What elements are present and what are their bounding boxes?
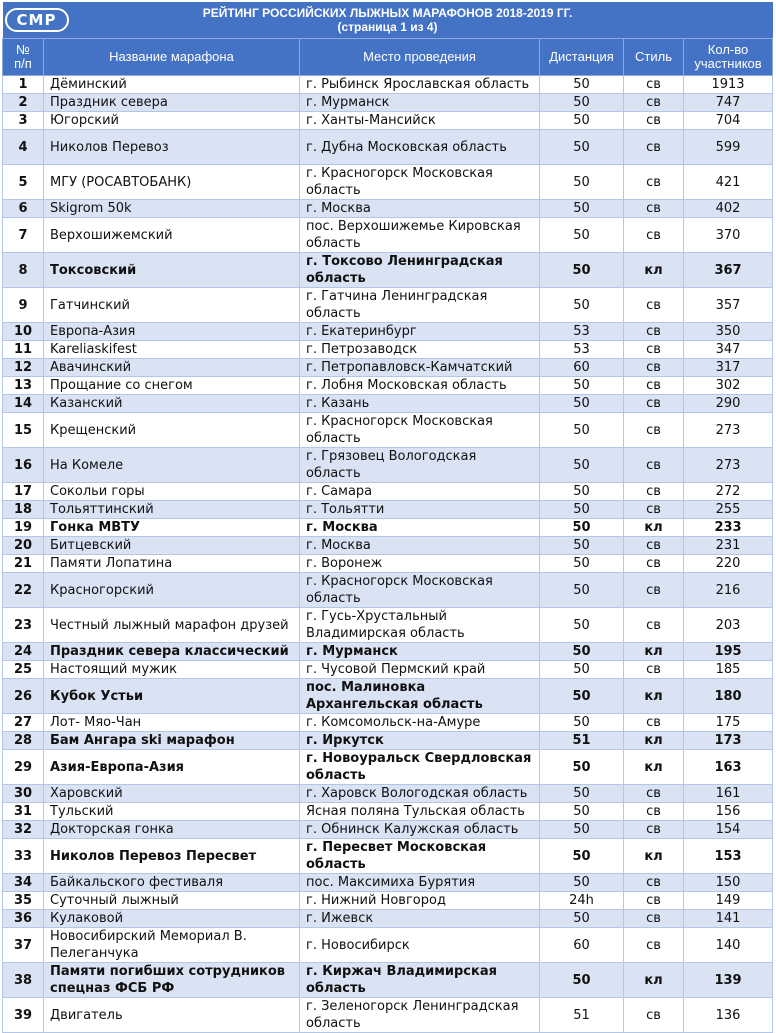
cell-style: св — [624, 341, 684, 359]
cell-distance: 50 — [540, 555, 624, 573]
cell-place: г. Петрозаводск — [300, 341, 540, 359]
cell-num: 7 — [3, 218, 44, 253]
cell-num: 33 — [3, 839, 44, 874]
table-row — [3, 130, 773, 165]
cell-distance: 50 — [540, 910, 624, 928]
cell-participants: 1913 — [684, 76, 773, 94]
table-row — [3, 555, 773, 573]
cell-place: пос. Максимиха Бурятия — [300, 874, 540, 892]
cell-name: Сокольи горы — [44, 483, 300, 501]
cell-num: 2 — [3, 94, 44, 112]
cell-name: Прощание со снегом — [44, 377, 300, 395]
cell-name: Харовский — [44, 785, 300, 803]
cell-style: св — [624, 218, 684, 253]
col-header-num: № п/п — [3, 39, 44, 76]
cell-num: 4 — [3, 130, 44, 165]
cell-participants: 136 — [684, 998, 773, 1033]
cell-name: Югорский — [44, 112, 300, 130]
cell-participants: 302 — [684, 377, 773, 395]
table-row — [3, 359, 773, 377]
cell-name: Памяти Лопатина — [44, 555, 300, 573]
cell-name: Памяти погибших сотрудников спецназ ФСБ РФ — [44, 963, 300, 998]
cell-style: св — [624, 714, 684, 732]
cell-distance: 50 — [540, 661, 624, 679]
cell-place: г. Киржач Владимирская область — [300, 963, 540, 998]
cell-participants: 175 — [684, 714, 773, 732]
cell-name: Гонка МВТУ — [44, 519, 300, 537]
cell-style: св — [624, 448, 684, 483]
cell-style: кл — [624, 253, 684, 288]
cell-distance: 50 — [540, 200, 624, 218]
cell-style: св — [624, 377, 684, 395]
cell-name: Дёминский — [44, 76, 300, 94]
cell-participants: 203 — [684, 608, 773, 643]
cell-name: Skigrom 50k — [44, 200, 300, 218]
cell-participants: 421 — [684, 165, 773, 200]
cell-participants: 747 — [684, 94, 773, 112]
marathon-rating-table — [2, 2, 773, 1033]
column-header-row — [3, 39, 773, 76]
cell-place: г. Тольятти — [300, 501, 540, 519]
cell-distance: 50 — [540, 501, 624, 519]
cell-style: св — [624, 573, 684, 608]
cell-name: Азия-Европа-Азия — [44, 750, 300, 785]
cell-participants: 231 — [684, 537, 773, 555]
cell-style: св — [624, 112, 684, 130]
cell-participants: 357 — [684, 288, 773, 323]
table-row — [3, 892, 773, 910]
cell-participants: 149 — [684, 892, 773, 910]
cell-name: Токсовский — [44, 253, 300, 288]
table-row — [3, 661, 773, 679]
cell-place: г. Казань — [300, 395, 540, 413]
table-row — [3, 165, 773, 200]
cell-num: 38 — [3, 963, 44, 998]
cell-style: св — [624, 200, 684, 218]
cell-distance: 51 — [540, 732, 624, 750]
cell-participants: 195 — [684, 643, 773, 661]
table-row — [3, 253, 773, 288]
cell-name: Николов Перевоз — [44, 130, 300, 165]
cell-distance: 50 — [540, 608, 624, 643]
cell-participants: 141 — [684, 910, 773, 928]
cell-style: св — [624, 130, 684, 165]
smr-logo: СМР — [5, 8, 69, 32]
cell-style: св — [624, 395, 684, 413]
cell-place: г. Иркутск — [300, 732, 540, 750]
cell-num: 16 — [3, 448, 44, 483]
col-header-participants: Кол-во участников — [684, 39, 773, 76]
cell-distance: 50 — [540, 821, 624, 839]
cell-place: г. Дубна Московская область — [300, 130, 540, 165]
cell-participants: 317 — [684, 359, 773, 377]
cell-name: Байкальского фестиваля — [44, 874, 300, 892]
col-header-place: Место проведения — [300, 39, 540, 76]
cell-name: Авачинский — [44, 359, 300, 377]
cell-place: г. Москва — [300, 200, 540, 218]
cell-style: св — [624, 803, 684, 821]
table-row — [3, 501, 773, 519]
cell-distance: 50 — [540, 519, 624, 537]
cell-distance: 50 — [540, 750, 624, 785]
cell-name: Кулаковой — [44, 910, 300, 928]
cell-num: 35 — [3, 892, 44, 910]
cell-distance: 50 — [540, 94, 624, 112]
table-row — [3, 839, 773, 874]
cell-distance: 50 — [540, 413, 624, 448]
table-row — [3, 910, 773, 928]
cell-style: св — [624, 874, 684, 892]
cell-participants: 255 — [684, 501, 773, 519]
cell-place: г. Красногорск Московская область — [300, 413, 540, 448]
cell-place: пос. Малиновка Архангельская область — [300, 679, 540, 714]
cell-num: 1 — [3, 76, 44, 94]
cell-distance: 50 — [540, 76, 624, 94]
table-row — [3, 200, 773, 218]
cell-name: Праздник севера классический — [44, 643, 300, 661]
cell-style: св — [624, 821, 684, 839]
cell-place: г. Токсово Ленинградская область — [300, 253, 540, 288]
cell-num: 3 — [3, 112, 44, 130]
table-row — [3, 395, 773, 413]
cell-style: св — [624, 413, 684, 448]
cell-participants: 220 — [684, 555, 773, 573]
cell-num: 9 — [3, 288, 44, 323]
cell-participants: 290 — [684, 395, 773, 413]
cell-style: св — [624, 785, 684, 803]
cell-num: 27 — [3, 714, 44, 732]
cell-place: г. Грязовец Вологодская область — [300, 448, 540, 483]
table-row — [3, 963, 773, 998]
cell-style: кл — [624, 519, 684, 537]
table-row — [3, 377, 773, 395]
cell-participants: 163 — [684, 750, 773, 785]
cell-style: св — [624, 288, 684, 323]
cell-participants: 273 — [684, 448, 773, 483]
cell-name: МГУ (РОСАВТОБАНК) — [44, 165, 300, 200]
cell-style: кл — [624, 750, 684, 785]
cell-style: св — [624, 537, 684, 555]
cell-participants: 350 — [684, 323, 773, 341]
cell-num: 34 — [3, 874, 44, 892]
cell-distance: 24h — [540, 892, 624, 910]
cell-name: Европа-Азия — [44, 323, 300, 341]
cell-name: Двигатель — [44, 998, 300, 1033]
cell-name: Битцевский — [44, 537, 300, 555]
cell-place: г. Гусь-Хрустальный Владимирская область — [300, 608, 540, 643]
cell-participants: 140 — [684, 928, 773, 963]
cell-distance: 50 — [540, 218, 624, 253]
cell-place: Ясная поляна Тульская область — [300, 803, 540, 821]
cell-num: 20 — [3, 537, 44, 555]
cell-participants: 161 — [684, 785, 773, 803]
cell-distance: 50 — [540, 483, 624, 501]
table-row — [3, 679, 773, 714]
title-bar — [3, 2, 773, 39]
cell-participants: 216 — [684, 573, 773, 608]
cell-num: 25 — [3, 661, 44, 679]
cell-place: г. Зеленогорск Ленинградская область — [300, 998, 540, 1033]
cell-name: Верхошижемский — [44, 218, 300, 253]
cell-style: св — [624, 555, 684, 573]
table-row — [3, 413, 773, 448]
table-row — [3, 785, 773, 803]
cell-place: г. Красногорск Московская область — [300, 165, 540, 200]
cell-name: Честный лыжный марафон друзей — [44, 608, 300, 643]
cell-style: св — [624, 892, 684, 910]
cell-place: г. Москва — [300, 519, 540, 537]
cell-place: г. Харовск Вологодская область — [300, 785, 540, 803]
cell-num: 13 — [3, 377, 44, 395]
cell-num: 21 — [3, 555, 44, 573]
cell-name: На Комеле — [44, 448, 300, 483]
table-row — [3, 998, 773, 1033]
cell-distance: 50 — [540, 874, 624, 892]
cell-distance: 50 — [540, 963, 624, 998]
table-row — [3, 732, 773, 750]
table-row — [3, 218, 773, 253]
cell-num: 11 — [3, 341, 44, 359]
cell-style: кл — [624, 963, 684, 998]
cell-place: г. Ханты-Мансийск — [300, 112, 540, 130]
cell-num: 19 — [3, 519, 44, 537]
cell-place: г. Воронеж — [300, 555, 540, 573]
cell-participants: 704 — [684, 112, 773, 130]
cell-num: 36 — [3, 910, 44, 928]
col-header-name: Название марафона — [44, 39, 300, 76]
cell-num: 12 — [3, 359, 44, 377]
table-row — [3, 573, 773, 608]
cell-name: Тольяттинский — [44, 501, 300, 519]
cell-participants: 150 — [684, 874, 773, 892]
table-row — [3, 537, 773, 555]
cell-place: г. Петропавловск-Камчатский — [300, 359, 540, 377]
cell-num: 22 — [3, 573, 44, 608]
cell-num: 24 — [3, 643, 44, 661]
cell-place: г. Ижевск — [300, 910, 540, 928]
table-row — [3, 519, 773, 537]
table-body — [3, 76, 773, 1033]
cell-distance: 53 — [540, 341, 624, 359]
cell-distance: 50 — [540, 785, 624, 803]
col-header-distance: Дистанция — [540, 39, 624, 76]
cell-num: 26 — [3, 679, 44, 714]
cell-place: г. Красногорск Московская область — [300, 573, 540, 608]
cell-distance: 50 — [540, 803, 624, 821]
cell-num: 6 — [3, 200, 44, 218]
title-line-2: (страница 1 из 4) — [337, 20, 438, 34]
table-row — [3, 643, 773, 661]
cell-num: 28 — [3, 732, 44, 750]
cell-num: 8 — [3, 253, 44, 288]
cell-name: Тульский — [44, 803, 300, 821]
cell-distance: 50 — [540, 537, 624, 555]
cell-style: св — [624, 608, 684, 643]
cell-participants: 139 — [684, 963, 773, 998]
cell-style: св — [624, 76, 684, 94]
table-row — [3, 821, 773, 839]
cell-name: Казанский — [44, 395, 300, 413]
cell-participants: 273 — [684, 413, 773, 448]
cell-participants: 233 — [684, 519, 773, 537]
cell-style: кл — [624, 643, 684, 661]
cell-participants: 272 — [684, 483, 773, 501]
cell-num: 30 — [3, 785, 44, 803]
cell-distance: 60 — [540, 359, 624, 377]
cell-place: г. Комсомольск-на-Амуре — [300, 714, 540, 732]
table-row — [3, 341, 773, 359]
cell-distance: 50 — [540, 714, 624, 732]
cell-place: пос. Верхошижемье Кировская область — [300, 218, 540, 253]
cell-distance: 50 — [540, 288, 624, 323]
cell-num: 39 — [3, 998, 44, 1033]
cell-distance: 50 — [540, 643, 624, 661]
cell-place: г. Мурманск — [300, 94, 540, 112]
table-row — [3, 112, 773, 130]
cell-name: Лот- Мяо-Чан — [44, 714, 300, 732]
cell-distance: 50 — [540, 112, 624, 130]
cell-place: г. Чусовой Пермский край — [300, 661, 540, 679]
cell-name: Николов Перевоз Пересвет — [44, 839, 300, 874]
cell-distance: 60 — [540, 928, 624, 963]
cell-style: св — [624, 165, 684, 200]
cell-name: Гатчинский — [44, 288, 300, 323]
cell-num: 5 — [3, 165, 44, 200]
cell-num: 14 — [3, 395, 44, 413]
cell-num: 37 — [3, 928, 44, 963]
cell-num: 18 — [3, 501, 44, 519]
cell-participants: 173 — [684, 732, 773, 750]
cell-num: 15 — [3, 413, 44, 448]
table-row — [3, 750, 773, 785]
cell-participants: 599 — [684, 130, 773, 165]
cell-place: г. Самара — [300, 483, 540, 501]
cell-distance: 50 — [540, 253, 624, 288]
table-row — [3, 288, 773, 323]
table-row — [3, 714, 773, 732]
cell-style: св — [624, 94, 684, 112]
cell-place: г. Нижний Новгород — [300, 892, 540, 910]
cell-style: св — [624, 501, 684, 519]
cell-participants: 347 — [684, 341, 773, 359]
cell-place: г. Рыбинск Ярославская область — [300, 76, 540, 94]
cell-place: г. Екатеринбург — [300, 323, 540, 341]
cell-num: 31 — [3, 803, 44, 821]
cell-name: Kareliaskifest — [44, 341, 300, 359]
cell-style: св — [624, 661, 684, 679]
cell-name: Бам Ангара ski марафон — [44, 732, 300, 750]
cell-place: г. Лобня Московская область — [300, 377, 540, 395]
cell-style: св — [624, 998, 684, 1033]
cell-place: г. Новоуральск Свердловская область — [300, 750, 540, 785]
title-line-1: РЕЙТИНГ РОССИЙСКИХ ЛЫЖНЫХ МАРАФОНОВ 2018-2019 ГГ. — [202, 6, 573, 20]
cell-name: Праздник севера — [44, 94, 300, 112]
cell-participants: 367 — [684, 253, 773, 288]
cell-num: 17 — [3, 483, 44, 501]
cell-place: г. Москва — [300, 537, 540, 555]
table-row — [3, 928, 773, 963]
cell-style: св — [624, 910, 684, 928]
cell-name: Новосибирский Мемориал В. Пелеганчука — [44, 928, 300, 963]
table-row — [3, 76, 773, 94]
cell-distance: 50 — [540, 165, 624, 200]
cell-name: Настоящий мужик — [44, 661, 300, 679]
cell-participants: 156 — [684, 803, 773, 821]
cell-style: кл — [624, 732, 684, 750]
cell-distance: 51 — [540, 998, 624, 1033]
cell-distance: 50 — [540, 679, 624, 714]
cell-distance: 53 — [540, 323, 624, 341]
cell-distance: 50 — [540, 839, 624, 874]
cell-style: св — [624, 323, 684, 341]
cell-num: 29 — [3, 750, 44, 785]
cell-place: г. Мурманск — [300, 643, 540, 661]
cell-participants: 153 — [684, 839, 773, 874]
cell-participants: 180 — [684, 679, 773, 714]
cell-participants: 402 — [684, 200, 773, 218]
cell-place: г. Обнинск Калужская область — [300, 821, 540, 839]
cell-participants: 185 — [684, 661, 773, 679]
table-row — [3, 608, 773, 643]
page-title — [3, 2, 773, 34]
cell-num: 23 — [3, 608, 44, 643]
table-row — [3, 94, 773, 112]
cell-distance: 50 — [540, 377, 624, 395]
table-row — [3, 803, 773, 821]
cell-style: кл — [624, 679, 684, 714]
cell-place: г. Пересвет Московская область — [300, 839, 540, 874]
cell-name: Докторская гонка — [44, 821, 300, 839]
cell-place: г. Гатчина Ленинградская область — [300, 288, 540, 323]
cell-distance: 50 — [540, 448, 624, 483]
cell-name: Кубок Устьи — [44, 679, 300, 714]
cell-num: 32 — [3, 821, 44, 839]
cell-place: г. Новосибирск — [300, 928, 540, 963]
cell-style: св — [624, 483, 684, 501]
table-row — [3, 874, 773, 892]
table-row — [3, 323, 773, 341]
table-row — [3, 483, 773, 501]
cell-participants: 370 — [684, 218, 773, 253]
cell-distance: 50 — [540, 130, 624, 165]
cell-distance: 50 — [540, 573, 624, 608]
cell-num: 10 — [3, 323, 44, 341]
cell-name: Красногорский — [44, 573, 300, 608]
cell-name: Крещенский — [44, 413, 300, 448]
cell-name: Суточный лыжный — [44, 892, 300, 910]
cell-style: св — [624, 359, 684, 377]
cell-style: кл — [624, 839, 684, 874]
cell-participants: 154 — [684, 821, 773, 839]
cell-distance: 50 — [540, 395, 624, 413]
cell-style: св — [624, 928, 684, 963]
table-row — [3, 448, 773, 483]
col-header-style: Стиль — [624, 39, 684, 76]
